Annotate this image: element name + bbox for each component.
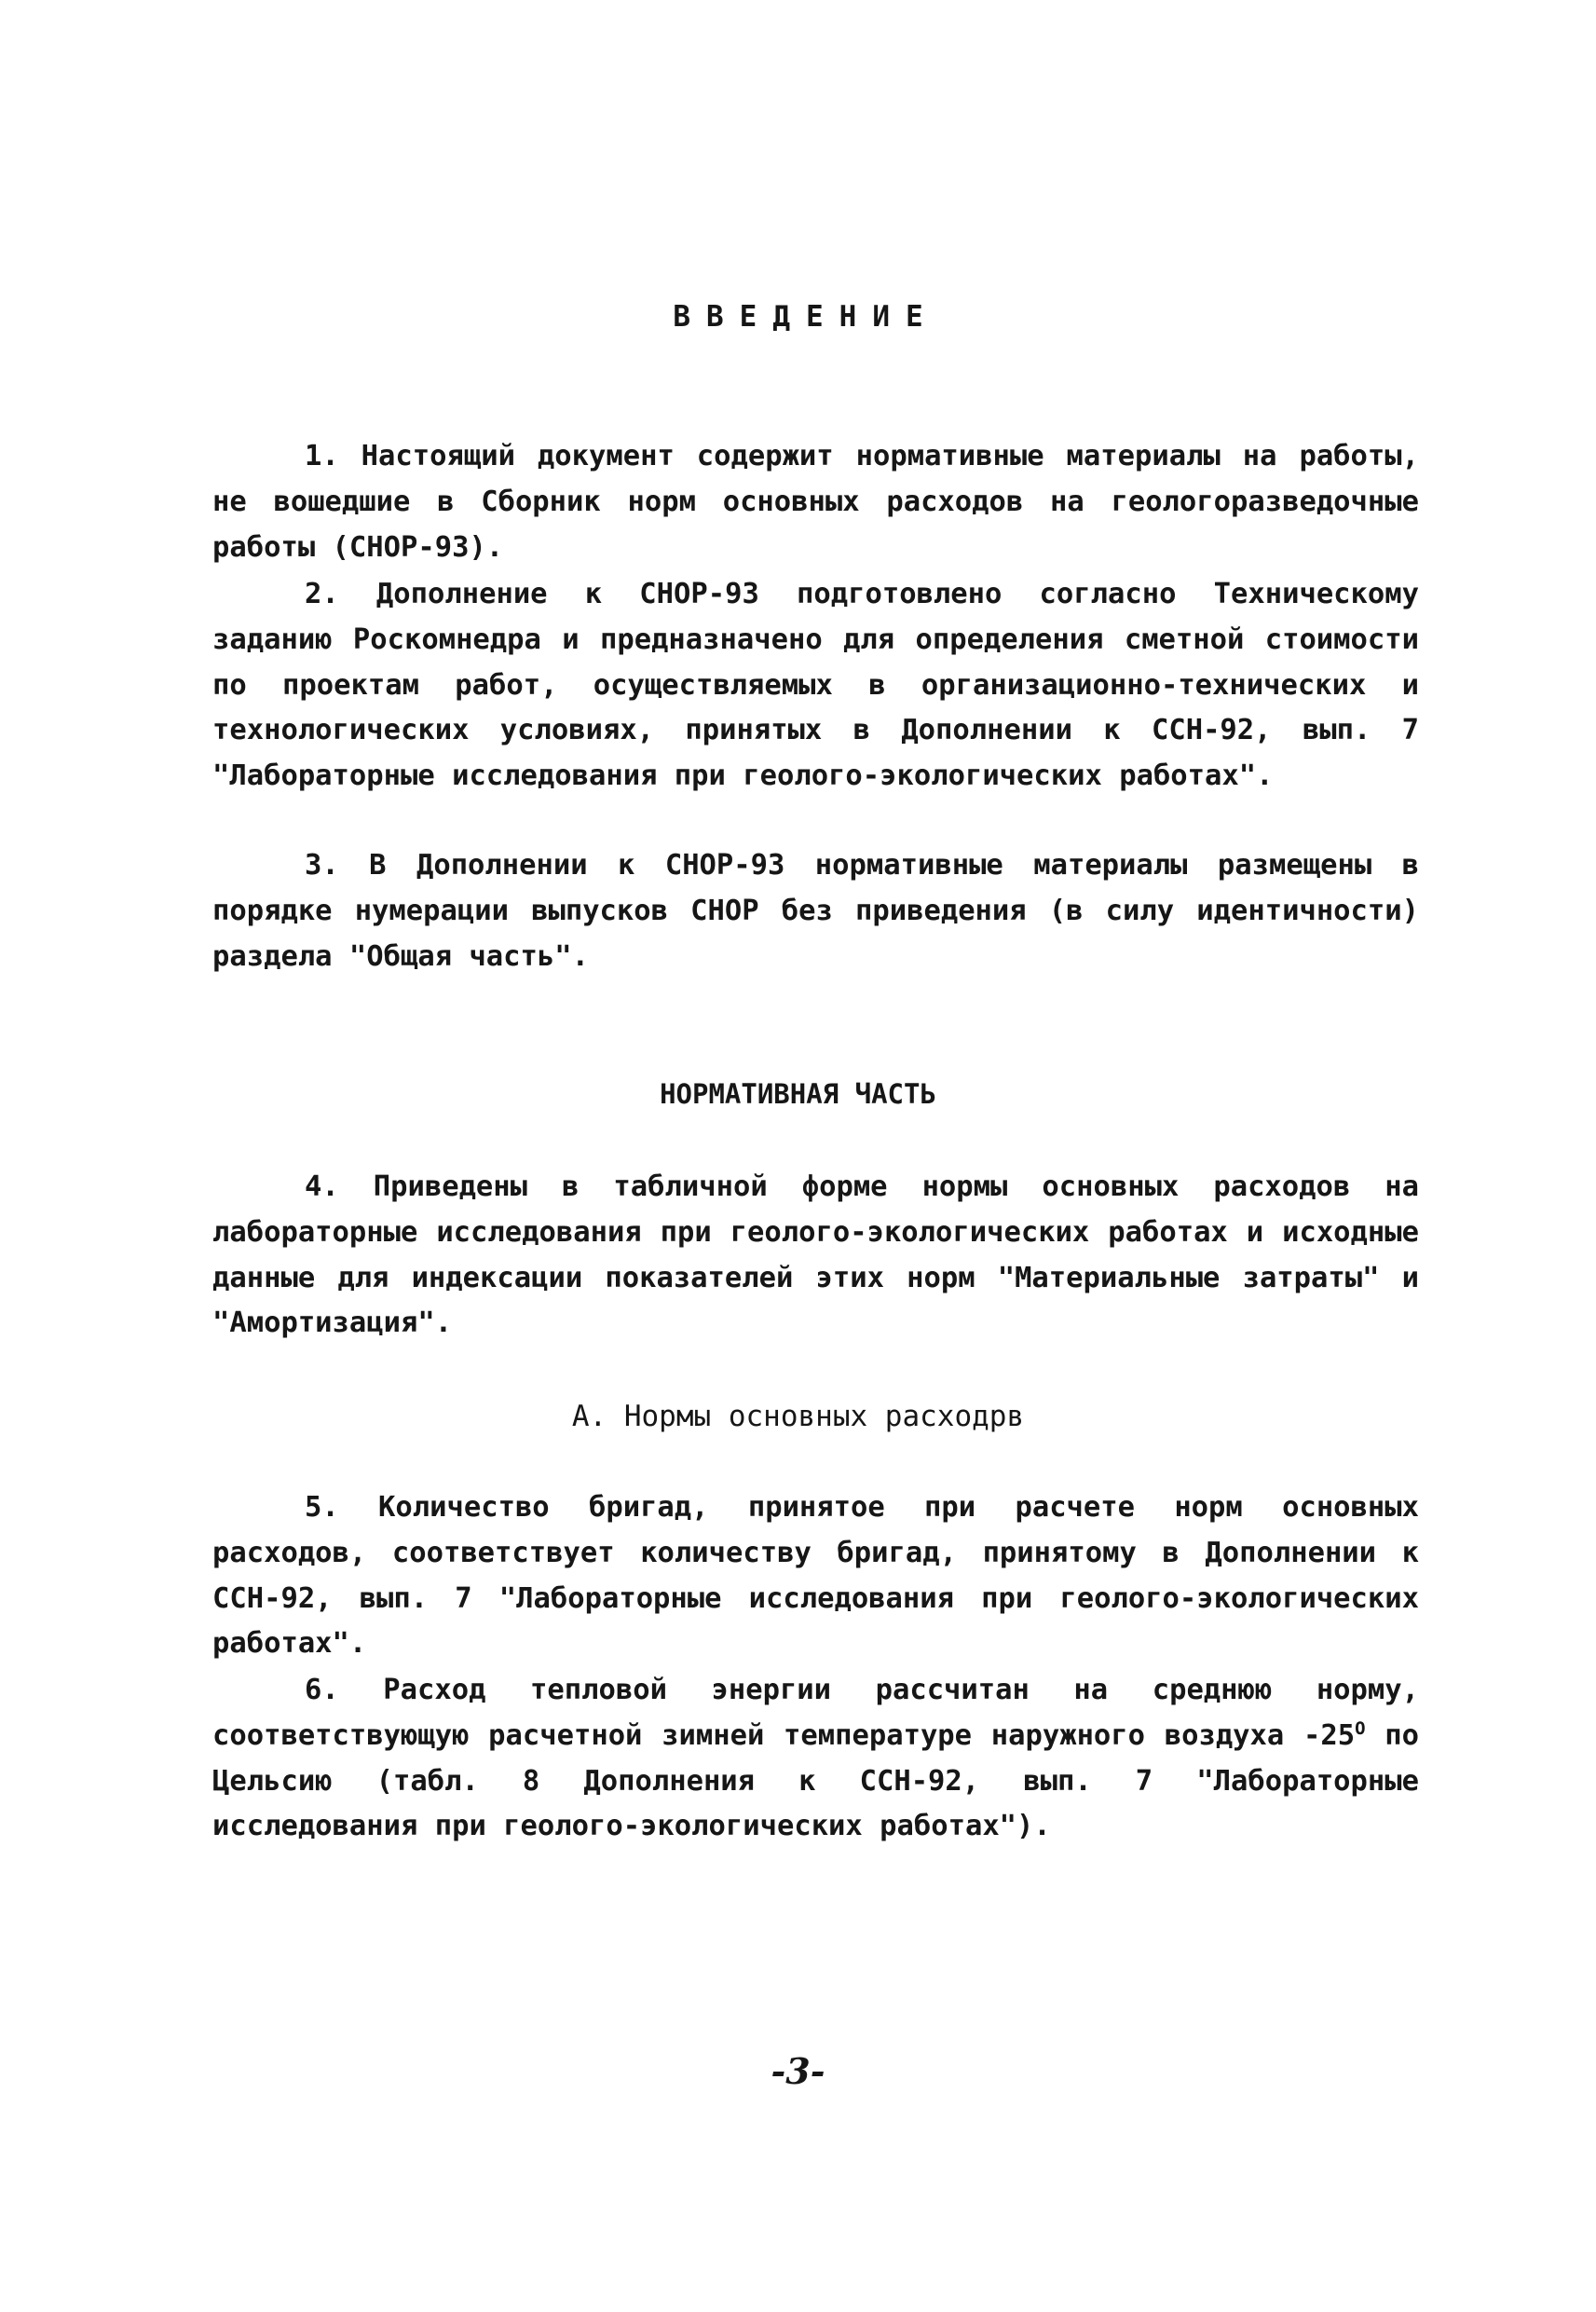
paragraph-4: 4. Приведены в табличной форме нормы основных расходов на лабораторные исследования при геолого-экологических работах и исходные данные для индексации показателей этих норм "Материальные затраты" и "Амортизация". [212,1170,1419,1340]
paragraph-6-text-start: 6. Расход тепловой энергии рассчитан на среднюю норму, соответствующую расчетной зимней температуре наружного воздуха -25 [212,1674,1419,1752]
page-number: -3- [771,2050,825,2092]
paragraph-3: 3. В Дополнении к СНОР-93 нормативные материалы размещены в порядке нумерации выпусков СНОР без приведения (в силу идентичности) раздела "Общая часть". [212,849,1419,973]
paragraph-1: 1. Настоящий документ содержит нормативные материалы на работы, не вошедшие в Сборник норм основных расходов на геологоразведочные работы (СНОР-93). [212,440,1419,564]
paragraph-5: 5. Количество бригад, принятое при расчете норм основных расходов, соответствует количеству бригад, принятому в Дополнении к ССН-92, вып. 7 "Лабораторные исследования при геолого-экологических работах". [212,1491,1419,1661]
paragraph-2: 2. Дополнение к СНОР-93 подготовлено согласно Техническому заданию Роскомнедра и предназначено для определения сметной стоимости по проектам работ, осуществляемых в организационно-технических и технологических условиях, принятых в Дополнении к ССН-92, вып. 7 "Лабораторные исследования при геолого-экологических работах". [212,578,1419,793]
introduction-title: ВВЕДЕНИЕ [673,300,939,334]
normative-part-title: НОРМАТИВНАЯ ЧАСТЬ [660,1078,936,1110]
subsection-a-title: А. Нормы основных расходрв [571,1400,1025,1433]
degree-mark: О [1355,1717,1366,1739]
paragraph-6-text-end: по Цельсию (табл. 8 Дополнения к ССН-92, вып. 7 "Лабораторные исследования при геолого-экологических работах"). [212,1718,1419,1843]
paragraph-6 [212,1668,1419,1850]
